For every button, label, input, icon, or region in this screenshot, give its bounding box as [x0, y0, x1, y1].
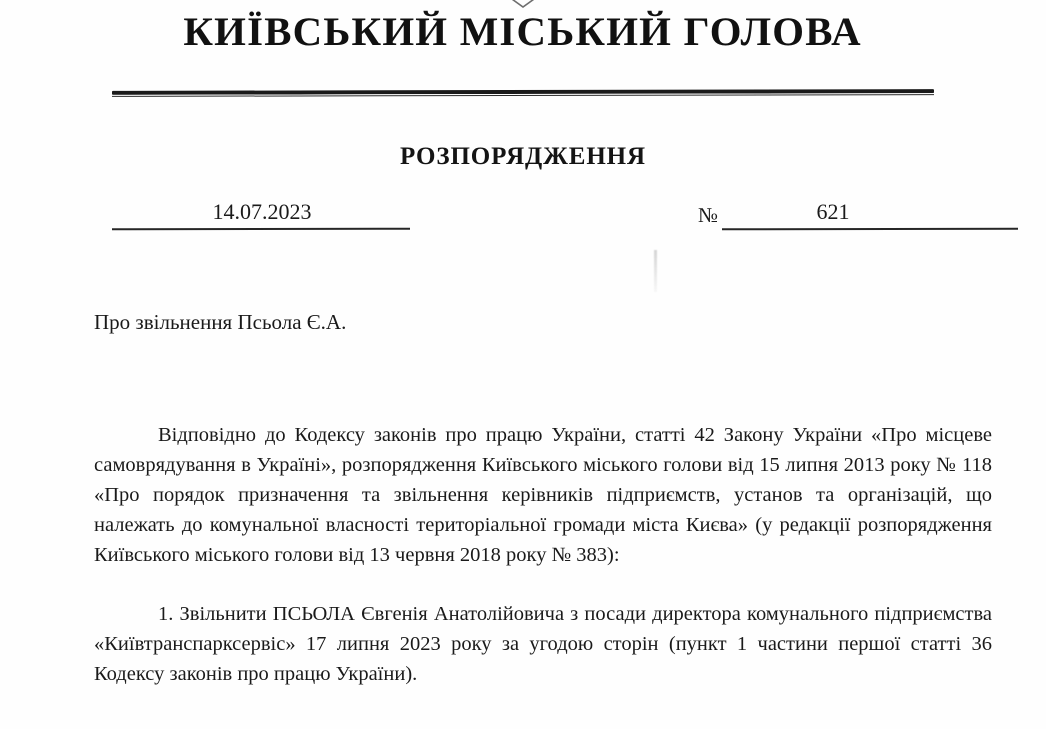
document-number-field	[698, 198, 1018, 230]
document-number-value: 621	[816, 199, 850, 224]
body-paragraph	[94, 420, 992, 570]
body-paragraph-text: Відповідно до Кодексу законів про працю України, статті 42 Закону України «Про місцеве самоврядування в Україні», розпорядження Київського міського голови від 15 липня 2013 року № 118 «Про порядок призначення та звільнення керівників підприємств, установ та організацій, що належать до комунальної власності територіальної громади міста Києва» (у редакції розпорядження Київського міського голови від 13 червня 2018 року № 383):	[94, 424, 992, 566]
numero-symbol: №	[698, 203, 719, 227]
document-date-field	[112, 198, 412, 230]
document-date-underline	[112, 228, 410, 231]
document-number-group	[722, 198, 1018, 230]
body-paragraph	[94, 599, 992, 689]
document-number-underline	[722, 228, 1018, 231]
body-paragraph-text: 1. Звільнити ПСЬОЛА Євгенія Анатолійовича з посади директора комунального підприємства «Київтранспарксервіс» 17 липня 2023 року за угодою сторін (пункт 1 частини першої статті 36 Кодексу законів про працю України).	[94, 603, 992, 685]
masthead	[0, 6, 1046, 58]
document-type-label: РОЗПОРЯДЖЕННЯ	[400, 143, 646, 170]
document-type-heading	[0, 142, 1046, 172]
document-date-value: 14.07.2023	[212, 199, 312, 224]
header-double-rule	[112, 89, 934, 97]
subject-line: Про звільнення Псьола Є.А.	[94, 310, 347, 334]
scan-artifact	[654, 250, 657, 292]
masthead-title: КИЇВСЬКИЙ МІСЬКИЙ ГОЛОВА	[183, 9, 863, 54]
document-body	[94, 420, 992, 689]
